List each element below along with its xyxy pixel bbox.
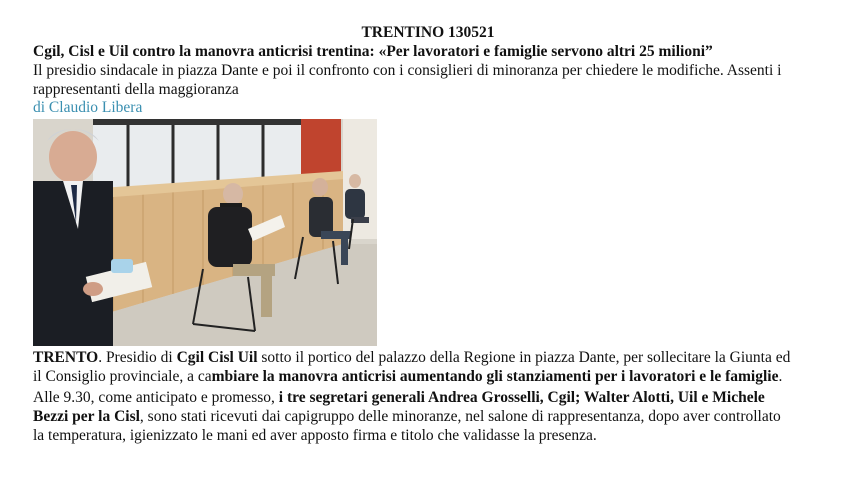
article xyxy=(33,24,823,445)
paragraph-1-text-a: . Presidio di xyxy=(98,349,177,366)
author-byline[interactable]: di Claudio Libera xyxy=(33,99,143,116)
paragraph-2-text-b: , sono stati ricevuti dai capigruppo delle minoranze, nel salone di rappresentanza, dopo aver controllato la temperatura, igienizzato le mani ed aver apposto firma e titolo che validasse la presenza. xyxy=(33,408,781,444)
paragraph-1-end: . xyxy=(778,368,783,385)
dateline: TRENTO xyxy=(33,349,99,366)
article-photo xyxy=(33,119,377,346)
article-subtitle: Il presidio sindacale in piazza Dante e poi il confronto con i consiglieri di minoranza per chiedere le modifiche. Assenti i rappresentanti della maggioranza xyxy=(33,62,782,98)
unions-names: Cgil Cisl Uil xyxy=(176,349,258,366)
paragraph-2 xyxy=(33,388,793,445)
article-title: Cgil, Cisl e Uil contro la manovra anticrisi trentina: «Per lavoratori e famiglie servono altri 25 milioni” xyxy=(33,43,713,60)
page-header: TRENTINO 130521 xyxy=(361,24,495,41)
paragraph-1-highlight: mbiare la manovra anticrisi aumentando gli stanziamenti per i lavoratori e le famiglie xyxy=(211,368,779,385)
paragraph-1 xyxy=(33,348,793,386)
paragraph-2-text-a: Alle 9.30, come anticipato e promesso, xyxy=(33,389,279,406)
paragraph-1-text-b: sotto il portico del palazzo della Regione in piazza Dante, per sollecitare la Giunta ed il Consiglio provinciale, a ca xyxy=(33,349,791,385)
paragraph-2-highlight: i tre segretari generali Andrea Grosselli, Cgil; Walter Alotti, Uil e Michele Bezzi per la Cisl xyxy=(33,389,765,425)
